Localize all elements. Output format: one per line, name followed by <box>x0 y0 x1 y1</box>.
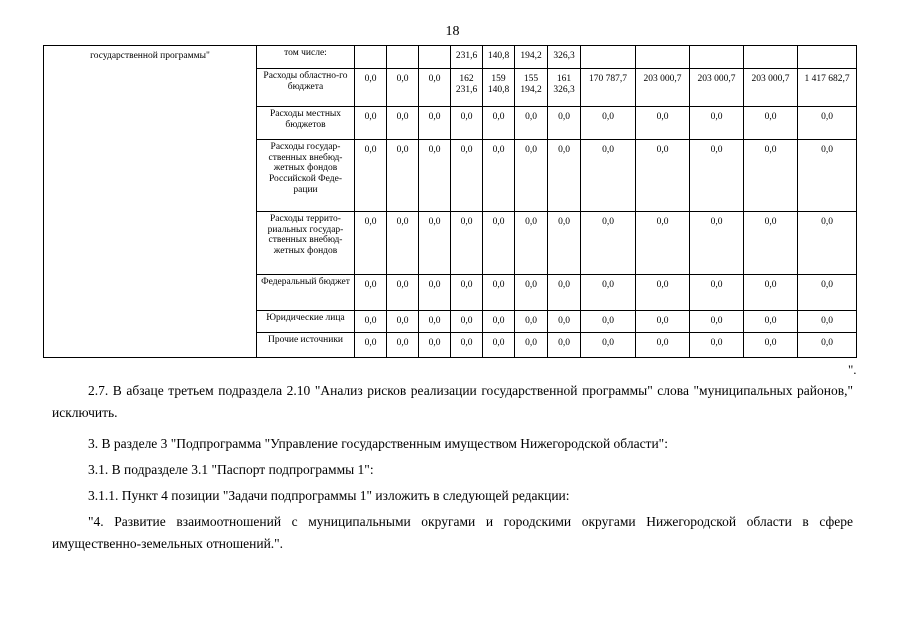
amount-cell: 1 417 682,7 <box>798 69 857 107</box>
amount-cell: 0,0 <box>744 212 798 275</box>
amount-cell: 0,0 <box>419 69 451 107</box>
amount-cell: 0,0 <box>355 69 387 107</box>
amount-cell: 0,0 <box>451 107 483 140</box>
amount-cell: 0,0 <box>690 140 744 212</box>
amount-cell: 0,0 <box>798 333 857 358</box>
funding-source-cell: Прочие источники <box>257 333 355 358</box>
amount-cell: 0,0 <box>355 333 387 358</box>
amount-cell: 0,0 <box>451 311 483 333</box>
amount-cell: 0,0 <box>636 311 690 333</box>
amount-cell: 0,0 <box>355 212 387 275</box>
amount-cell: 0,0 <box>387 275 419 311</box>
amount-cell: 0,0 <box>355 140 387 212</box>
amount-cell: 0,0 <box>548 212 581 275</box>
amount-cell: 0,0 <box>515 275 548 311</box>
amount-cell: 0,0 <box>690 311 744 333</box>
amount-cell: 0,0 <box>419 275 451 311</box>
amount-cell: 0,0 <box>387 333 419 358</box>
amount-cell: 0,0 <box>581 212 636 275</box>
amount-cell: 0,0 <box>387 140 419 212</box>
paragraph-3-1-1: 3.1.1. Пункт 4 позиции "Задачи подпрограммы 1" изложить в следующей редакции: <box>88 488 570 503</box>
amount-cell <box>419 46 451 69</box>
amount-cell: 0,0 <box>355 107 387 140</box>
amount-cell: 0,0 <box>548 311 581 333</box>
amount-cell: 0,0 <box>744 140 798 212</box>
paragraph-3-1: 3.1. В подразделе 3.1 "Паспорт подпрограммы 1": <box>88 462 374 477</box>
amount-cell: 0,0 <box>581 275 636 311</box>
amount-cell: 0,0 <box>451 275 483 311</box>
amount-cell <box>798 46 857 69</box>
amount-cell: 0,0 <box>419 333 451 358</box>
amount-cell: 0,0 <box>419 311 451 333</box>
funding-table <box>43 45 857 358</box>
amount-cell <box>581 46 636 69</box>
amount-cell: 0,0 <box>690 107 744 140</box>
amount-cell: 0,0 <box>419 107 451 140</box>
amount-cell: 0,0 <box>548 107 581 140</box>
amount-cell: 0,0 <box>451 212 483 275</box>
amount-cell: 0,0 <box>744 311 798 333</box>
amount-cell: 0,0 <box>798 212 857 275</box>
amount-cell: 203 000,7 <box>690 69 744 107</box>
page-number: 18 <box>445 24 460 39</box>
amount-cell: 0,0 <box>483 140 515 212</box>
amount-cell: 0,0 <box>744 333 798 358</box>
amount-cell: 0,0 <box>581 311 636 333</box>
amount-cell: 0,0 <box>451 140 483 212</box>
amount-cell: 159 140,8 <box>483 69 515 107</box>
amount-cell: 0,0 <box>548 275 581 311</box>
amount-cell: 231,6 <box>451 46 483 69</box>
amount-cell: 0,0 <box>636 107 690 140</box>
funding-source-cell: Юридические лица <box>257 311 355 333</box>
amount-cell: 0,0 <box>483 107 515 140</box>
amount-cell: 203 000,7 <box>636 69 690 107</box>
amount-cell: 0,0 <box>690 333 744 358</box>
amount-cell: 0,0 <box>483 311 515 333</box>
amount-cell: 0,0 <box>387 311 419 333</box>
amount-cell: 0,0 <box>483 212 515 275</box>
amount-cell: 0,0 <box>798 275 857 311</box>
amount-cell: 0,0 <box>387 107 419 140</box>
amount-cell: 0,0 <box>515 311 548 333</box>
amount-cell <box>744 46 798 69</box>
amount-cell: 155 194,2 <box>515 69 548 107</box>
amount-cell: 170 787,7 <box>581 69 636 107</box>
funding-source-cell: Федеральный бюджет <box>257 275 355 311</box>
amount-cell: 0,0 <box>387 69 419 107</box>
amount-cell <box>690 46 744 69</box>
amount-cell: 0,0 <box>581 107 636 140</box>
amount-cell: 0,0 <box>744 107 798 140</box>
amount-cell: 161 326,3 <box>548 69 581 107</box>
amount-cell <box>387 46 419 69</box>
amount-cell: 0,0 <box>636 140 690 212</box>
funding-source-cell: Расходы областно-го бюджета <box>257 69 355 107</box>
amount-cell: 0,0 <box>355 311 387 333</box>
amount-cell: 0,0 <box>636 333 690 358</box>
amount-cell: 0,0 <box>515 107 548 140</box>
paragraph-3: 3. В разделе 3 "Подпрограмма "Управление государственным имуществом Нижегородской области": <box>88 436 668 451</box>
amount-cell: 0,0 <box>355 275 387 311</box>
amount-cell: 0,0 <box>548 333 581 358</box>
amount-cell: 0,0 <box>690 275 744 311</box>
funding-source-cell: Расходы террито-риальных государ-ственных внебюд-жетных фондов <box>257 212 355 275</box>
funding-source-cell: Расходы государ-ственных внебюд-жетных фондов Российской Феде-рации <box>257 140 355 212</box>
amount-cell: 0,0 <box>387 212 419 275</box>
amount-cell: 0,0 <box>744 275 798 311</box>
paragraph-item-4: "4. Развитие взаимоотношений с муниципальными округами и городскими округами Нижегородской области в сфере имущественно-земельных отношений.". <box>52 514 853 551</box>
amount-cell: 0,0 <box>798 107 857 140</box>
amount-cell <box>355 46 387 69</box>
amount-cell: 0,0 <box>483 333 515 358</box>
amount-cell: 0,0 <box>515 333 548 358</box>
amount-cell: 326,3 <box>548 46 581 69</box>
closing-quote: ". <box>848 362 857 377</box>
amount-cell: 0,0 <box>419 212 451 275</box>
amount-cell: 0,0 <box>636 212 690 275</box>
paragraph-2-7: 2.7. В абзаце третьем подраздела 2.10 "Анализ рисков реализации государственной программы" слова "муниципальных районов," исключить. <box>52 383 853 420</box>
amount-cell: 0,0 <box>451 333 483 358</box>
amount-cell: 0,0 <box>798 140 857 212</box>
amount-cell: 0,0 <box>483 275 515 311</box>
funding-source-cell: том числе: <box>257 46 355 69</box>
amount-cell: 0,0 <box>636 275 690 311</box>
amount-cell: 0,0 <box>515 212 548 275</box>
amount-cell: 0,0 <box>690 212 744 275</box>
amount-cell: 162 231,6 <box>451 69 483 107</box>
amount-cell: 194,2 <box>515 46 548 69</box>
amount-cell: 0,0 <box>581 333 636 358</box>
amount-cell: 0,0 <box>515 140 548 212</box>
amount-cell: 140,8 <box>483 46 515 69</box>
amount-cell: 0,0 <box>581 140 636 212</box>
amount-cell <box>636 46 690 69</box>
funding-source-cell: Расходы местных бюджетов <box>257 107 355 140</box>
program-name-cell: государственной программы" <box>44 46 257 358</box>
amount-cell: 0,0 <box>798 311 857 333</box>
amount-cell: 0,0 <box>419 140 451 212</box>
amount-cell: 203 000,7 <box>744 69 798 107</box>
table-row <box>44 46 857 69</box>
amount-cell: 0,0 <box>548 140 581 212</box>
